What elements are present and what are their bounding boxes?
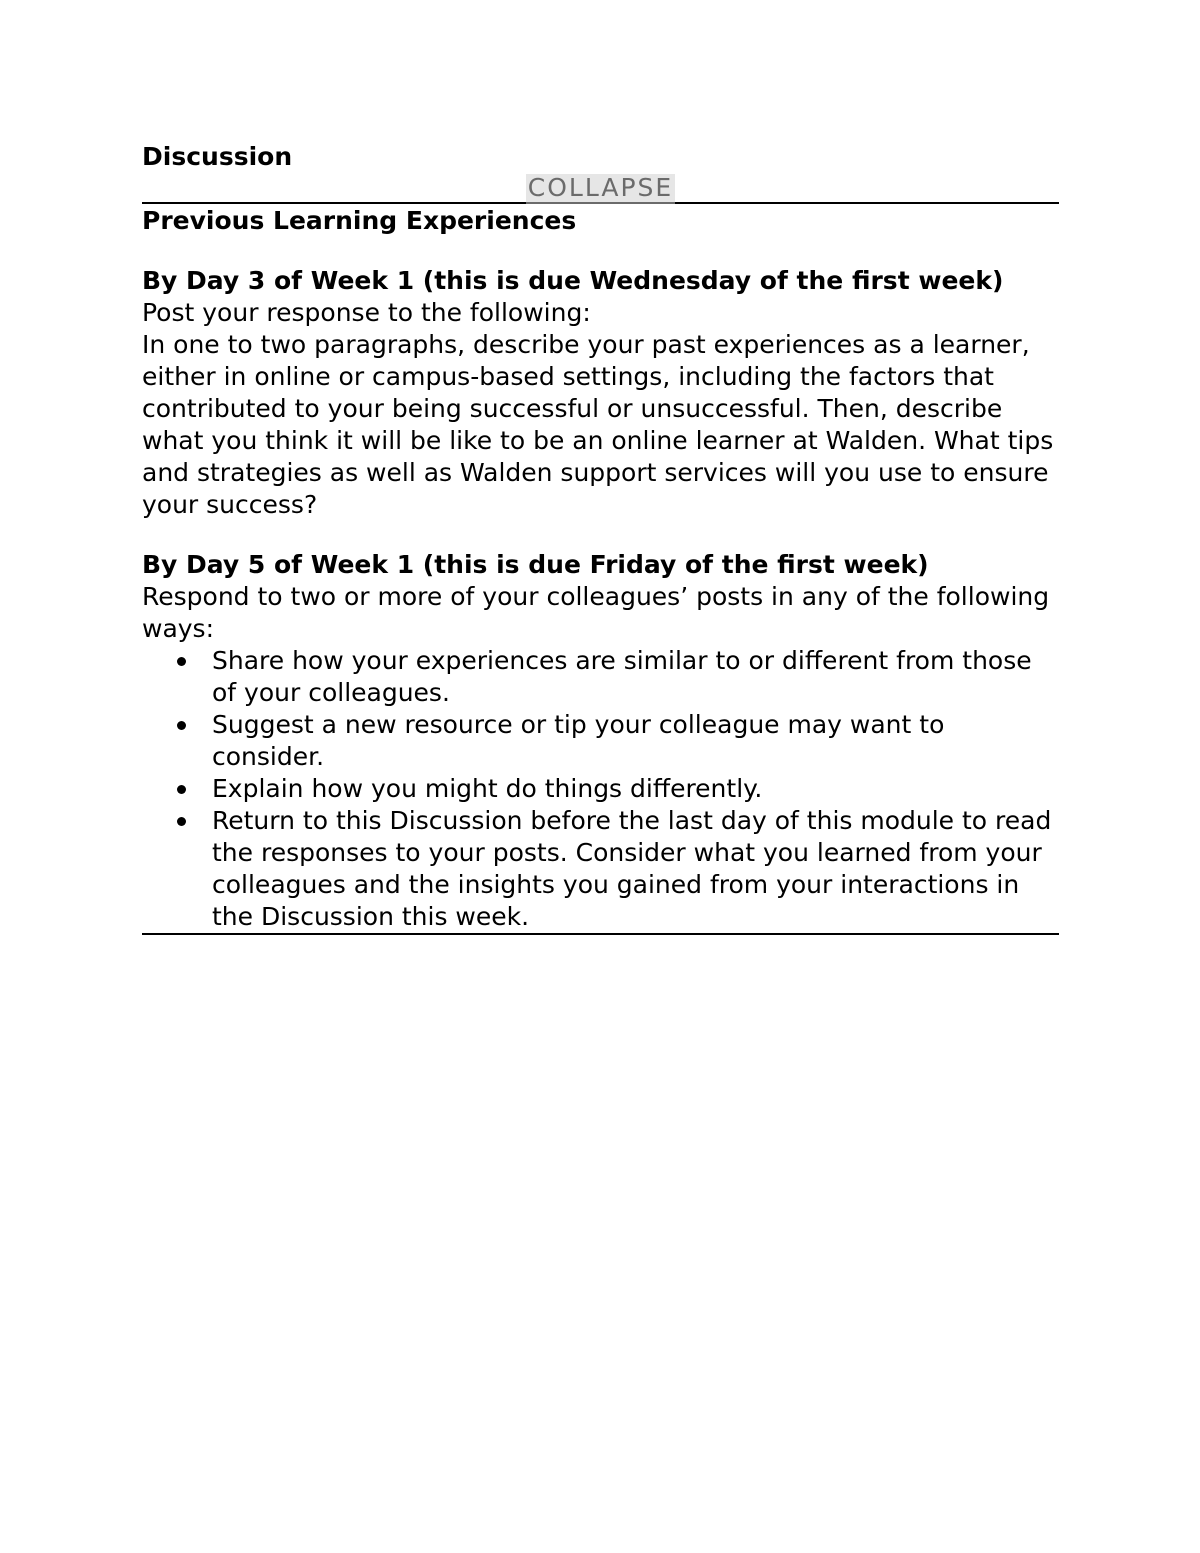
list-item-text: Suggest a new resource or tip your colleague may want to consider. bbox=[212, 710, 945, 771]
list-item-text: Return to this Discussion before the last day of this module to read the responses to your posts. Consider what you learned from your colleagues and the insights you gained from your interactions in the Discussion this week. bbox=[212, 806, 1052, 931]
list-item bbox=[142, 709, 1059, 773]
day5-intro: Respond to two or more of your colleagues’ posts in any of the following ways: bbox=[142, 582, 1050, 643]
bullet-icon bbox=[177, 817, 186, 826]
spacer bbox=[142, 237, 1059, 265]
day3-intro: Post your response to the following: bbox=[142, 298, 591, 327]
list-item bbox=[142, 805, 1059, 933]
list-item-text: Explain how you might do things differently. bbox=[212, 774, 763, 803]
collapse-bar bbox=[142, 174, 1059, 204]
section-title: Previous Learning Experiences bbox=[142, 206, 577, 235]
list-item bbox=[142, 773, 1059, 805]
bullet-icon bbox=[177, 721, 186, 730]
page-title: Discussion bbox=[142, 142, 293, 171]
day5-heading: By Day 5 of Week 1 (this is due Friday of the first week) bbox=[142, 550, 929, 579]
day3-heading: By Day 3 of Week 1 (this is due Wednesday of the first week) bbox=[142, 266, 1004, 295]
day3-body: In one to two paragraphs, describe your past experiences as a learner, either in online or campus-based settings, including the factors that contributed to your being successful or unsuccessful. Then, describe what you think it will be like to be an online learner at Walden. What tips and strategies as well as Walden support services will you use to ensure your success? bbox=[142, 330, 1054, 519]
spacer bbox=[142, 521, 1059, 549]
list-item bbox=[142, 645, 1059, 709]
bullet-icon bbox=[177, 657, 186, 666]
bullet-icon bbox=[177, 785, 186, 794]
collapse-link[interactable]: COLLAPSE bbox=[527, 173, 674, 202]
list-item-text: Share how your experiences are similar to or different from those of your colleagues. bbox=[212, 646, 1032, 707]
section-end-divider bbox=[142, 933, 1059, 935]
response-options-list bbox=[142, 645, 1059, 933]
document-page bbox=[142, 140, 1059, 935]
